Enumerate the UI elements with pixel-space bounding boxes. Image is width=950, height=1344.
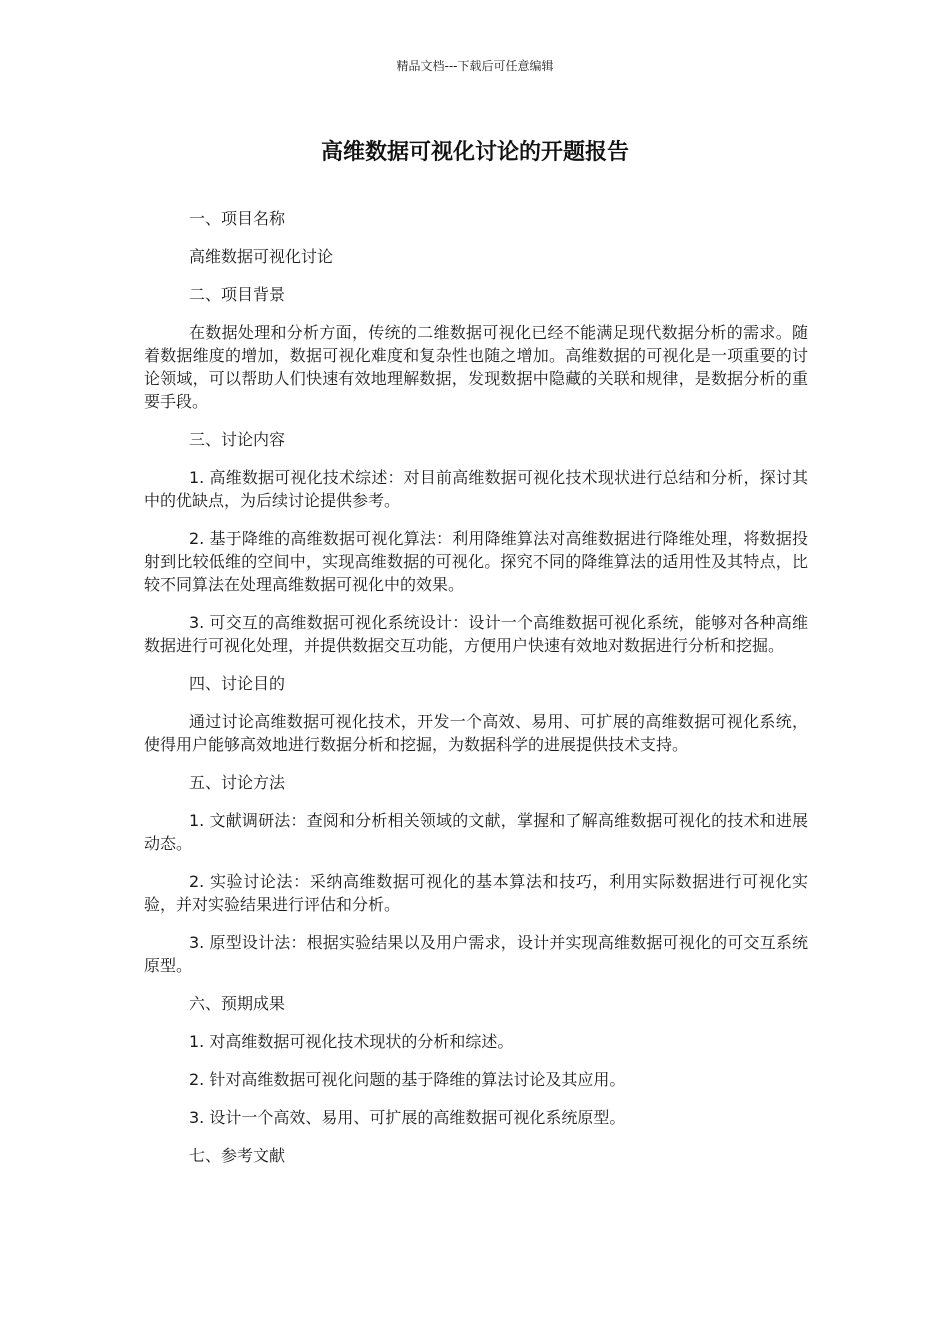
- purpose-paragraph: 通过讨论高维数据可视化技术，开发一个高效、易用、可扩展的高维数据可视化系统，使得用户能够高效地进行数据分析和挖掘，为数据科学的进展提供技术支持。: [144, 712, 808, 754]
- outcome-item-2: 2. 针对高维数据可视化问题的基于降维的算法讨论及其应用。: [189, 1070, 626, 1089]
- section-heading-outcomes: 六、预期成果: [189, 994, 286, 1013]
- document-title: 高维数据可视化讨论的开题报告: [320, 140, 629, 165]
- project-name-text: 高维数据可视化讨论: [189, 247, 334, 266]
- content-item-3: 3. 可交互的高维数据可视化系统设计：设计一个高维数据可视化系统，能够对各种高维数据进行可视化处理，并提供数据交互功能，方便用户快速有效地对数据进行分析和挖掘。: [144, 613, 808, 655]
- method-item-1: 1. 文献调研法：查阅和分析相关领域的文献，掌握和了解高维数据可视化的技术和进展动态。: [144, 811, 808, 853]
- section-heading-purpose: 四、讨论目的: [189, 674, 286, 693]
- section-heading-project-name: 一、项目名称: [189, 209, 286, 228]
- background-paragraph: 在数据处理和分析方面，传统的二维数据可视化已经不能满足现代数据分析的需求。随着数据维度的增加，数据可视化难度和复杂性也随之增加。高维数据的可视化是一项重要的讨论领域，可以帮助人们快速有效地理解数据，发现数据中隐藏的关联和规律，是数据分析的重要手段。: [144, 323, 808, 411]
- section-heading-methods: 五、讨论方法: [189, 773, 286, 792]
- document-body: [144, 207, 808, 1182]
- method-item-3: 3. 原型设计法：根据实验结果以及用户需求，设计并实现高维数据可视化的可交互系统原型。: [144, 933, 808, 975]
- method-item-2: 2. 实验讨论法：采纳高维数据可视化的基本算法和技巧，利用实际数据进行可视化实验，并对实验结果进行评估和分析。: [144, 872, 808, 914]
- content-item-1: 1. 高维数据可视化技术综述：对目前高维数据可视化技术现状进行总结和分析，探讨其中的优缺点，为后续讨论提供参考。: [144, 468, 808, 510]
- section-heading-background: 二、项目背景: [189, 285, 286, 304]
- content-item-2: 2. 基于降维的高维数据可视化算法：利用降维算法对高维数据进行降维处理，将数据投射到比较低维的空间中，实现高维数据的可视化。探究不同的降维算法的适用性及其特点，比较不同算法在处理高维数据可视化中的效果。: [144, 529, 808, 594]
- page-header: 精品文档---下载后可任意编辑: [396, 59, 554, 73]
- section-heading-references: 七、参考文献: [189, 1146, 286, 1165]
- outcome-item-1: 1. 对高维数据可视化技术现状的分析和综述。: [189, 1032, 514, 1051]
- section-heading-content: 三、讨论内容: [189, 430, 286, 449]
- outcome-item-3: 3. 设计一个高效、易用、可扩展的高维数据可视化系统原型。: [189, 1108, 626, 1127]
